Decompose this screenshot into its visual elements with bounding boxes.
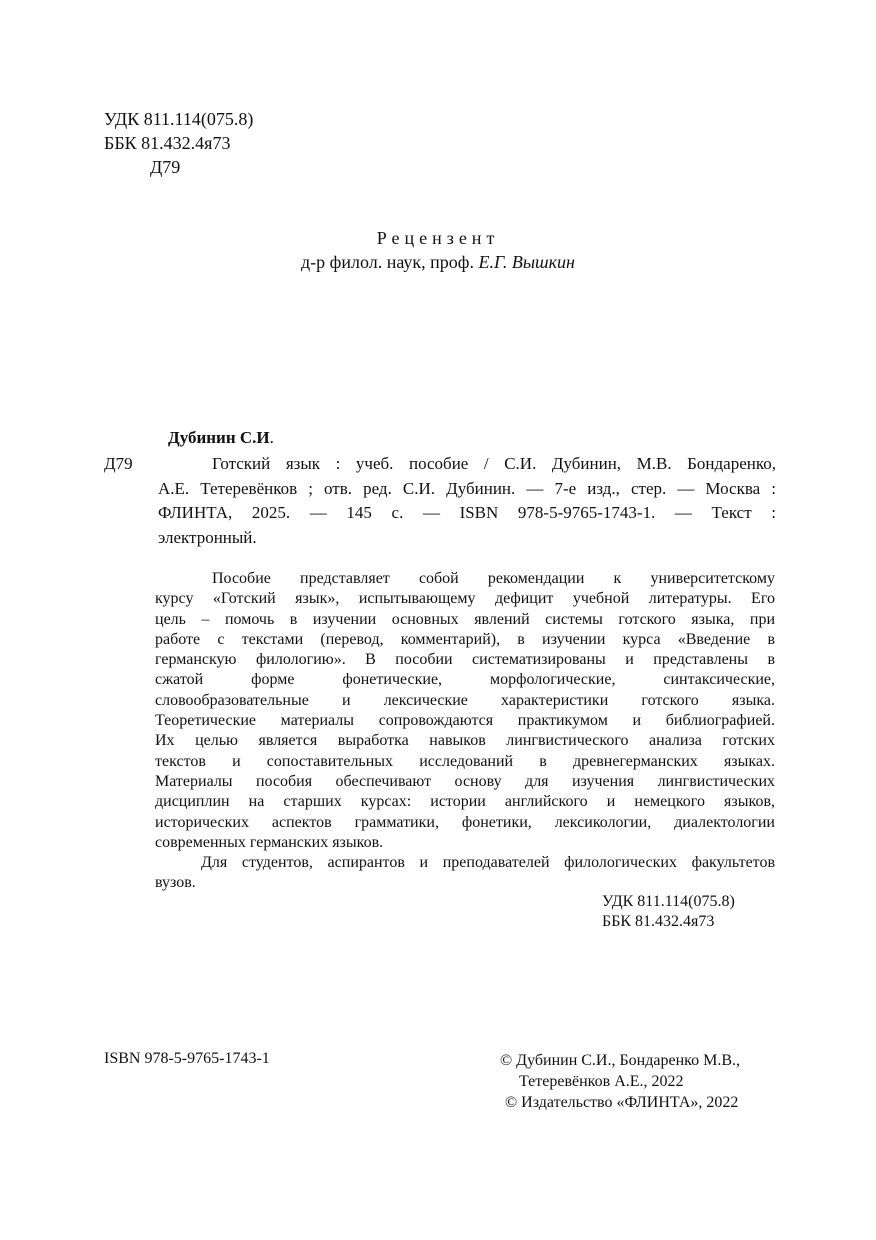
card-line: электронный. [158, 527, 257, 547]
udk-code: УДК 811.114(075.8) [104, 109, 254, 129]
annotation-line: Пособие представляет собой рекомендации к университетскому [212, 570, 775, 587]
annotation-line: словообразовательные и лексические характеристики готского языка. [155, 691, 775, 709]
card-line: А.Е. Тетеревёнков ; отв. ред. С.И. Дубинин. — 7-е изд., стер. — Москва : [158, 478, 776, 498]
card-author-suffix: . [269, 428, 274, 447]
card-author [168, 428, 274, 448]
reviewer-name: Е.Г. Вышкин [478, 252, 575, 272]
reviewer-credit [0, 250, 876, 274]
annotation-line: работе с текстами (перевод, комментарий), в изучении курса «Введение в [155, 630, 775, 648]
annotation-line: Материалы пособия обеспечивают основу для изучения лингвистических [155, 772, 775, 790]
copyright-line: © Дубинин С.И., Бондаренко М.В., [500, 1052, 740, 1069]
copyright-block [500, 1050, 740, 1113]
bottom-classification-codes [602, 892, 735, 933]
annotation-line: Теоретические материалы сопровождаются практикумом и библиографией. [155, 712, 775, 730]
card-author-name: Дубинин С.И [168, 428, 270, 447]
annotation-line: дисциплин на старших курсах: истории английского и немецкого языков, [155, 793, 775, 811]
card-line: ФЛИНТА, 2025. — 145 с. — ISBN 978-5-9765-1743-1. — Текст : [158, 503, 776, 522]
classification-codes [104, 107, 253, 179]
card-code: Д79 [104, 454, 133, 473]
audience-line: Для студентов, аспирантов и преподавателей филологических факультетов [201, 854, 775, 872]
reviewer-label: Рецензент [376, 228, 500, 248]
annotation-line: исторических аспектов грамматики, фонетики, лексикологии, диалектологии [155, 813, 775, 831]
annotation-line: сжатой форме фонетические, морфологические, синтаксические, [155, 671, 775, 689]
isbn: ISBN 978-5-9765-1743-1 [104, 1050, 270, 1067]
annotation-line: Их целью является выработка навыков лингвистического анализа готских [155, 732, 775, 750]
annotation-line: современных германских языков. [155, 833, 384, 851]
audience-line: вузов. [155, 874, 196, 892]
bbk-code: ББК 81.432.4я73 [104, 133, 231, 153]
annotation-line: курсу «Готский язык», испытывающему дефицит учебной литературы. Его [155, 590, 775, 608]
copyright-line: © Издательство «ФЛИНТА», 2022 [505, 1094, 739, 1111]
card-line: Готский язык : учеб. пособие / С.И. Дубинин, М.В. Бондаренко, [212, 454, 776, 473]
reviewer-degree: д-р филол. наук, проф. [301, 252, 479, 272]
annotation-line: текстов и сопоставительных исследований в древнегерманских языках. [155, 752, 775, 770]
author-sign: Д79 [150, 157, 181, 177]
bottom-udk-code: УДК 811.114(075.8) [602, 893, 735, 910]
bottom-bbk-code: ББК 81.432.4я73 [602, 913, 715, 931]
copyright-line: Тетеревёнков А.Е., 2022 [519, 1073, 684, 1090]
catalog-card-body [158, 452, 776, 550]
reviewer-block [0, 226, 876, 274]
annotation-line: цель – помочь в изучении основных явлений системы готского языка, при [155, 610, 775, 628]
annotation [155, 569, 775, 894]
annotation-line: германскую филологию». В пособии систематизированы и представлены в [155, 651, 775, 669]
